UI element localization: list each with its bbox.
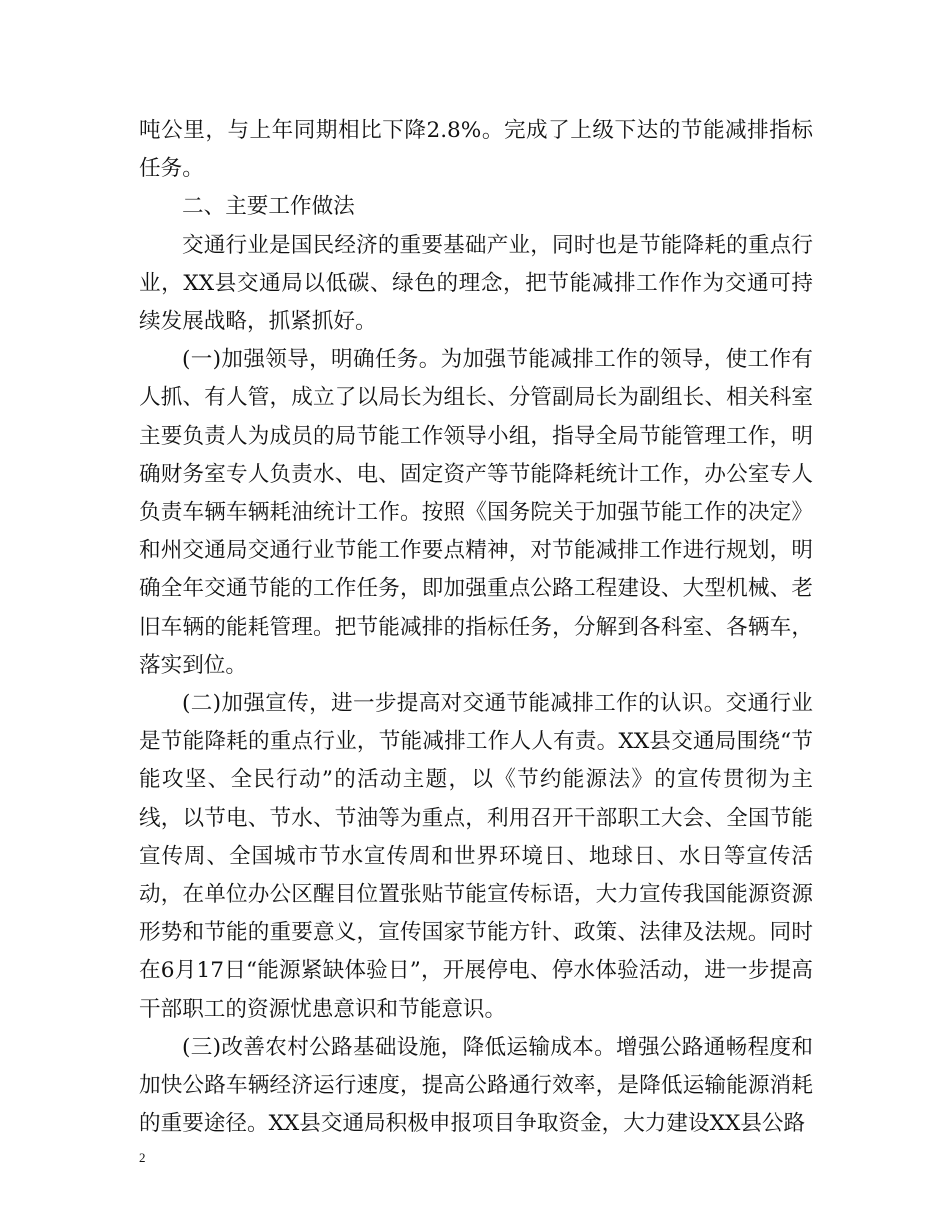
paragraph-continuation: 吨公里，与上年同期相比下降2.8%。完成了上级下达的节能减排指标任务。 xyxy=(139,118,813,182)
paragraph-intro: 交通行业是国民经济的重要基础产业，同时也是节能降耗的重点行业，XX县交通局以低碳、绿色的理念，把节能减排工作作为交通可持续发展战略，抓紧抓好。 xyxy=(139,232,813,335)
document-body xyxy=(139,112,813,1143)
section-heading: 二、主要工作做法 xyxy=(182,194,355,220)
page-number: 2 xyxy=(139,1150,146,1165)
paragraph-publicity: (二)加强宣传，进一步提高对交通节能减排工作的认识。交通行业是节能降耗的重点行业，节能减排工作人人有责。XX县交通局围绕“节能攻坚、全民行动”的活动主题，以《节约能源法》的宣传贯彻为主线，以节电、节水、节油等为重点，利用召开干部职工大会、全国节能宣传周、全国城市节水宣传周和世界环境日、地球日、水日等宣传活动，在单位办公区醒目位置张贴节能宣传标语，大力宣传我国能源资源形势和节能的重要意义，宣传国家节能方针、政策、法律及法规。同时在6月17日“能源紧缺体验日”，开展停电、停水体验活动，进一步提高干部职工的资源忧患意识和节能意识。 xyxy=(139,691,813,1022)
paragraph-rural-roads: (三)改善农村公路基础设施，降低运输成本。增强公路通畅程度和加快公路车辆经济运行速度，提高公路通行效率，是降低运输能源消耗的重要途径。XX县交通局积极申报项目争取资金，大力建设XX县公路 xyxy=(139,1034,813,1137)
paragraph-leadership: (一)加强领导，明确任务。为加强节能减排工作的领导，使工作有人抓、有人管，成立了以局长为组长、分管副局长为副组长、相关科室主要负责人为成员的局节能工作领导小组，指导全局节能管理工作，明确财务室专人负责水、电、固定资产等节能降耗统计工作，办公室专人负责车辆车辆耗油统计工作。按照《国务院关于加强节能工作的决定》和州交通局交通行业节能工作要点精神，对节能减排工作进行规划，明确全年交通节能的工作任务，即加强重点公路工程建设、大型机械、老旧车辆的能耗管理。把节能减排的指标任务，分解到各科室、各辆车，落实到位。 xyxy=(139,347,813,678)
